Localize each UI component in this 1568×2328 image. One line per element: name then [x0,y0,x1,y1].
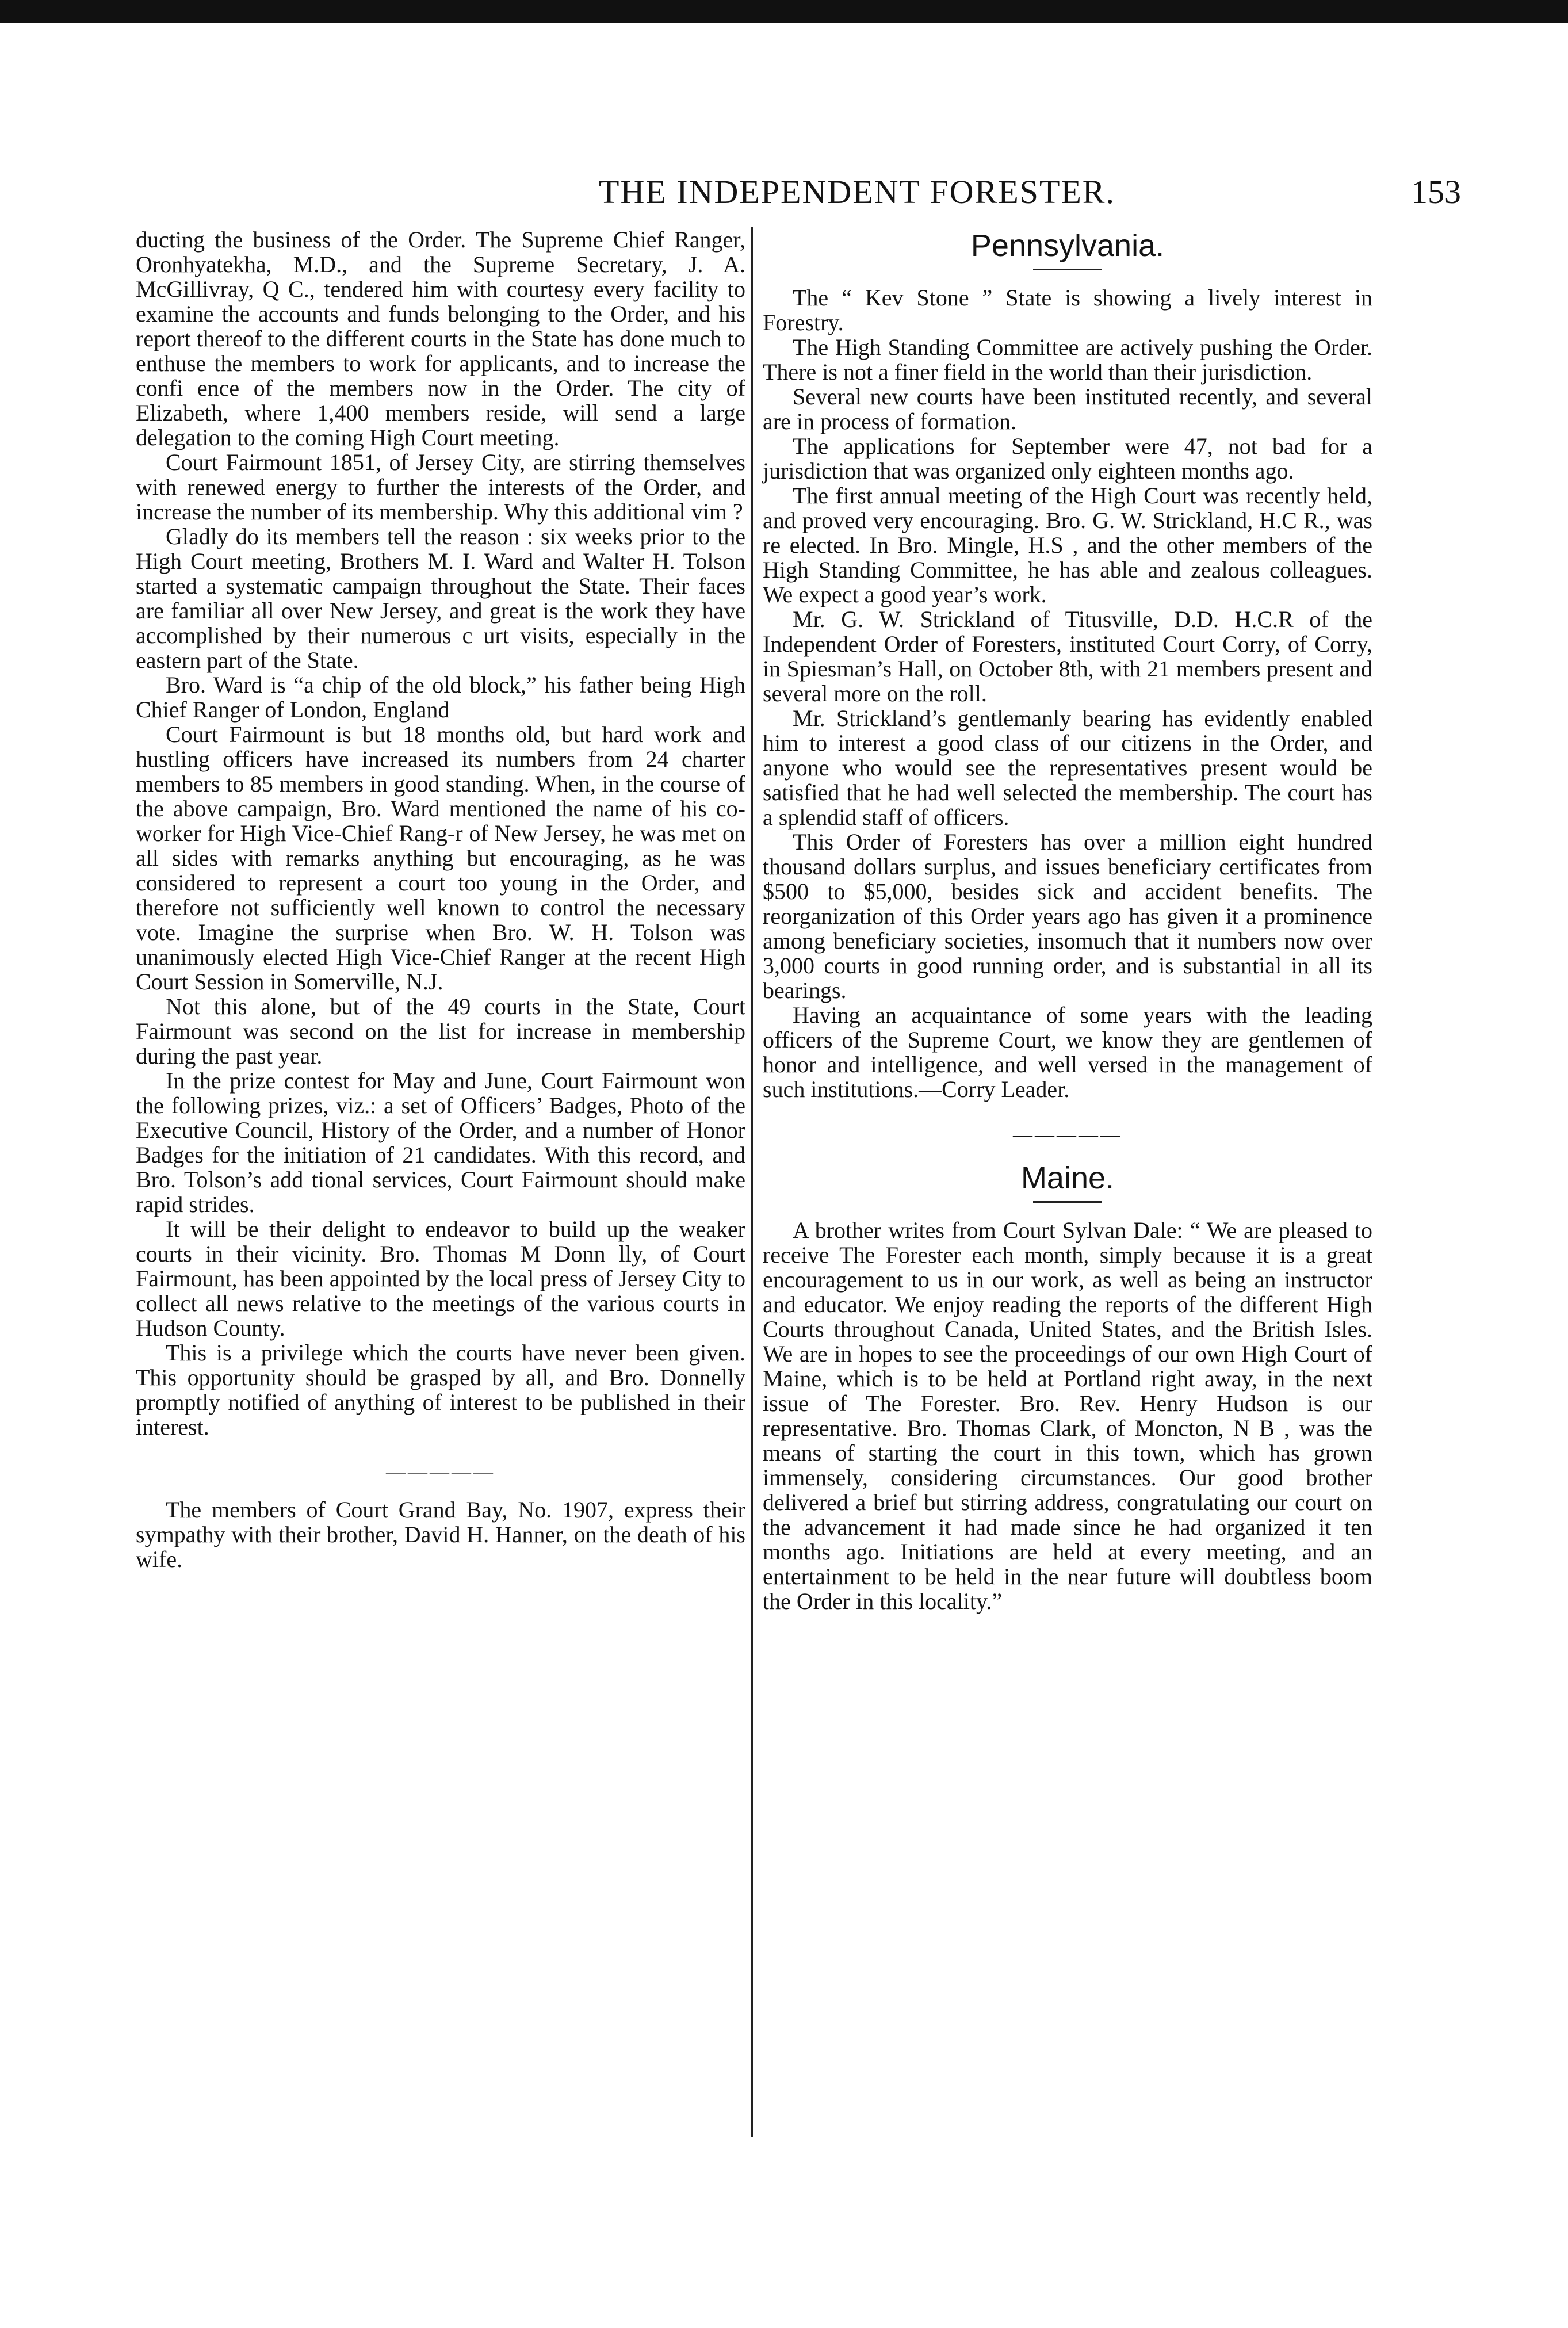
section-ornament: ————— [386,1462,495,1483]
paragraph: Having an acquaintance of some years with the leading officers of the Supreme Court, we know they are gentlemen of honor and intelligence, and well versed in the management of such institutions.—Corry Leader. [763,1002,1372,1102]
paragraph: In the prize contest for May and June, Court Fairmount won the following prizes, viz.: a set of Officers’ Badges, Photo of the Executive Council, History of the Order, and a number of Honor Badges for the initiation of 21 candidates. With this record, and Bro. Tolson’s add tional services, Court Fairmount should make rapid strides. [136,1068,745,1217]
paragraph: This is a privilege which the courts have never been given. This opportunity should be grasped by all, and Bro. Donnelly promptly notified of anything of interest to be published in their interest. [136,1340,745,1440]
running-head [138,173,1461,219]
heading-rule [1033,269,1102,270]
paragraph: It will be their delight to endeavor to build up the weaker courts in their vicinity. Bro. Thomas M Donn lly, of Court Fairmount, has been appointed by the local press of Jersey City to collect all news relative to the meetings of the various courts in Hudson County. [136,1216,745,1341]
heading-rule [1033,1201,1102,1203]
section-ornament: ————— [1013,1124,1122,1145]
page-title: THE INDEPENDENT FORESTER. [599,173,1115,211]
section-heading-maine: Maine. [1020,1161,1115,1195]
column-divider [751,227,753,2137]
paragraph: Court Fairmount is but 18 months old, but hard work and hustling officers have increased its numbers from 24 charter members to 85 members in good standing. When, in the course of the above campaign, Bro. Ward mentioned the name of his co-worker for High Vice-Chief Rang-r of New Jersey, he was met on all sides with remarks anything but encouraging, as he was considered to represent a court too young in the Order, and therefore not sufficiently well known to control the necessary vote. Imagine the surprise when Bro. W. H. Tolson was unanimously elected High Vice-Chief Ranger at the recent High Court Session in Somerville, N.J. [136,721,745,995]
paragraph: Not this alone, but of the 49 courts in the State, Court Fairmount was second on the list for increase in membership during the past year. [136,993,745,1069]
paragraph: Gladly do its members tell the reason : six weeks prior to the High Court meeting, Brothers M. I. Ward and Walter H. Tolson started a systematic campaign throughout the State. Their faces are familiar all over New Jersey, and great is the work they have accomplished by their numerous c urt visits, especially in the eastern part of the State. [136,523,745,673]
left-column [136,227,745,1572]
paragraph: Mr. Strickland’s gentlemanly bearing has evidently enabled him to interest a good class of our citizens in the Order, and anyone who would see the representatives present would be satisfied that he had well selected the membership. The court has a splendid staff of officers. [763,705,1372,830]
paragraph: This Order of Foresters has over a million eight hundred thousand dollars surplus, and issues beneficiary certificates from $500 to $5,000, besides sick and accident benefits. The reorganization of this Order years ago has given it a prominence among beneficiary societies, insomuch that it numbers now over 3,000 courts in good running order, and is substantial in all its bearings. [763,829,1372,1003]
paragraph: ducting the business of the Order. The Supreme Chief Ranger, Oronhyatekha, M.D., and the Supreme Secretary, J. A. McGillivray, Q C., tendered him with courtesy every facility to examine the accounts and funds belonging to the Order, and his report thereof to the different courts in the State has done much to enthuse the members to work for applicants, and to increase the confi ence of the members now in the Order. The city of Elizabeth, where 1,400 members reside, will send a large delegation to the coming High Court meeting. [136,227,745,450]
paragraph: Bro. Ward is “a chip of the old block,” his father being High Chief Ranger of London, England [136,672,745,723]
paragraph: A brother writes from Court Sylvan Dale: “ We are pleased to receive The Forester each month, simply because it is a great encouragement to us in our work, as well as being an instructor and educator. We enjoy reading the reports of the different High Courts throughout Canada, United States, and the British Isles. We are in hopes to see the proceedings of our own High Court of Maine, which is to be held at Portland right away, in the next issue of The Forester. Bro. Rev. Henry Hudson is our representative. Bro. Thomas Clark, of Moncton, N B , was the means of starting the court in this town, which has grown immensely, considering circumstances. Our good brother delivered a brief but stirring address, congratulating our court on the advancement it had made since he had organized it ten months ago. Initiations are held at every meeting, and an entertainment to be held in the near future will doubtless boom the Order in this locality.” [763,1217,1372,1614]
right-column [763,227,1372,1614]
paragraph: The High Standing Committee are actively pushing the Order. There is not a finer field in the world than their jurisdiction. [763,334,1372,385]
paragraph: The applications for September were 47, not bad for a jurisdiction that was organized only eighteen months ago. [763,433,1372,484]
paragraph: The “ Kev Stone ” State is showing a lively interest in Forestry. [763,285,1372,335]
paragraph: Mr. G. W. Strickland of Titusville, D.D. H.C.R of the Independent Order of Foresters, instituted Court Corry, of Corry, in Spiesman’s Hall, on October 8th, with 21 members present and several more on the roll. [763,606,1372,706]
top-edge-rule [0,0,1568,23]
sympathy-notice: The members of Court Grand Bay, No. 1907, express their sympathy with their brother, David H. Hanner, on the death of his wife. [136,1497,745,1572]
section-heading-pennsylvania: Pennsylvania. [970,228,1165,263]
paragraph: Several new courts have been instituted recently, and several are in process of formation. [763,384,1372,434]
page-number: 153 [1411,173,1461,211]
paragraph: The first annual meeting of the High Court was recently held, and proved very encouraging. Bro. G. W. Strickland, H.C R., was re elected. In Bro. Mingle, H.S , and the other members of the High Standing Committee, he has able and zealous colleagues. We expect a good year’s work. [763,483,1372,607]
paragraph: Court Fairmount 1851, of Jersey City, are stirring themselves with renewed energy to further the interests of the Order, and increase the number of its membership. Why this additional vim ? [136,449,745,525]
